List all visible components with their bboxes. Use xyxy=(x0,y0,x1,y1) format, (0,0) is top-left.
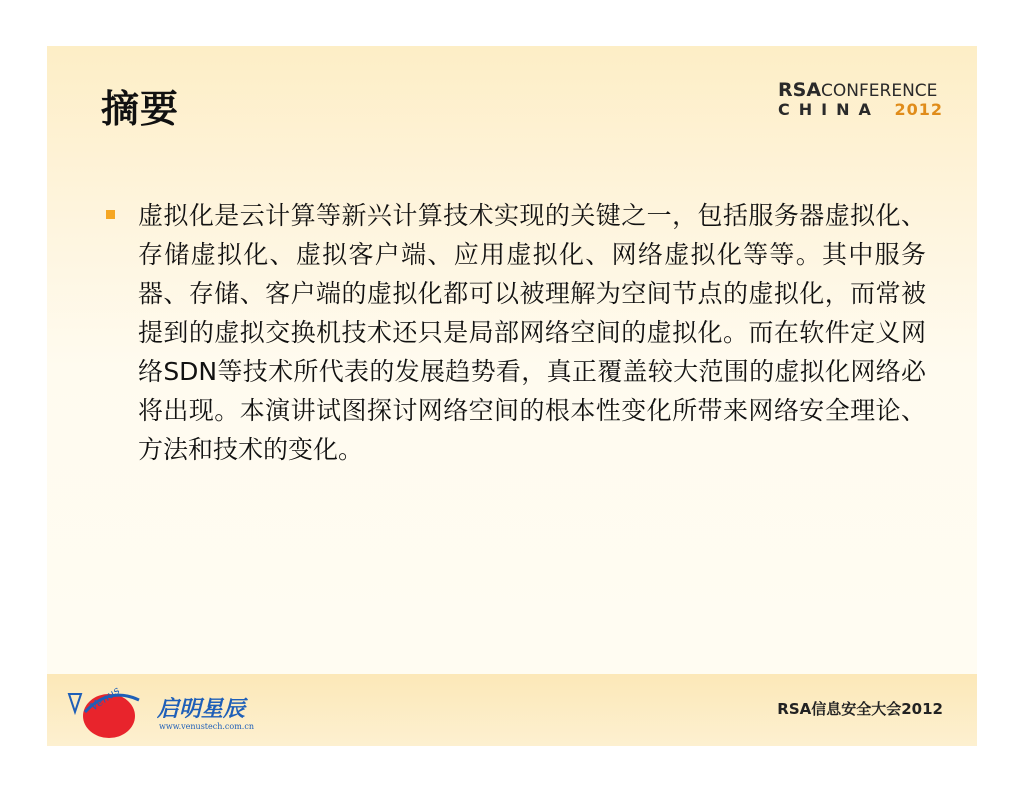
rsa-region: CHINA xyxy=(778,100,880,119)
venus-mark-text: Venus xyxy=(87,683,123,714)
bullet-list xyxy=(106,196,926,469)
bullet-text: 虚拟化是云计算等新兴计算技术实现的关键之一，包括服务器虚拟化、存储虚拟化、虚拟客户端、应用虚拟化、网络虚拟化等等。其中服务器、存储、客户端的虚拟化都可以被理解为空间节点的虚拟化，而常被提到的虚拟交换机技术还只是局部网络空间的虚拟化。而在软件定义网络SDN等技术所代表的发展趋势看，真正覆盖较大范围的虚拟化网络必将出现。本演讲试图探讨网络空间的根本性变化所带来网络安全理论、方法和技术的变化。 xyxy=(138,201,926,464)
event-name: RSA信息安全大会2012 xyxy=(777,700,943,718)
rsa-brand: RSA xyxy=(778,79,822,101)
venustech-name: 启明星辰 xyxy=(157,697,246,722)
venustech-url: www.venustech.com.cn xyxy=(159,722,254,731)
venustech-logo xyxy=(61,682,261,738)
bullet-icon xyxy=(106,210,115,219)
rsa-year: 2012 xyxy=(894,100,943,119)
slide xyxy=(47,46,977,746)
rsa-conference-logo xyxy=(778,81,943,118)
rsa-conference-word: CONFERENCE xyxy=(821,81,938,101)
slide-title: 摘要 xyxy=(101,87,180,131)
venus-emblem-icon xyxy=(61,682,151,742)
footer-bar xyxy=(47,674,977,746)
